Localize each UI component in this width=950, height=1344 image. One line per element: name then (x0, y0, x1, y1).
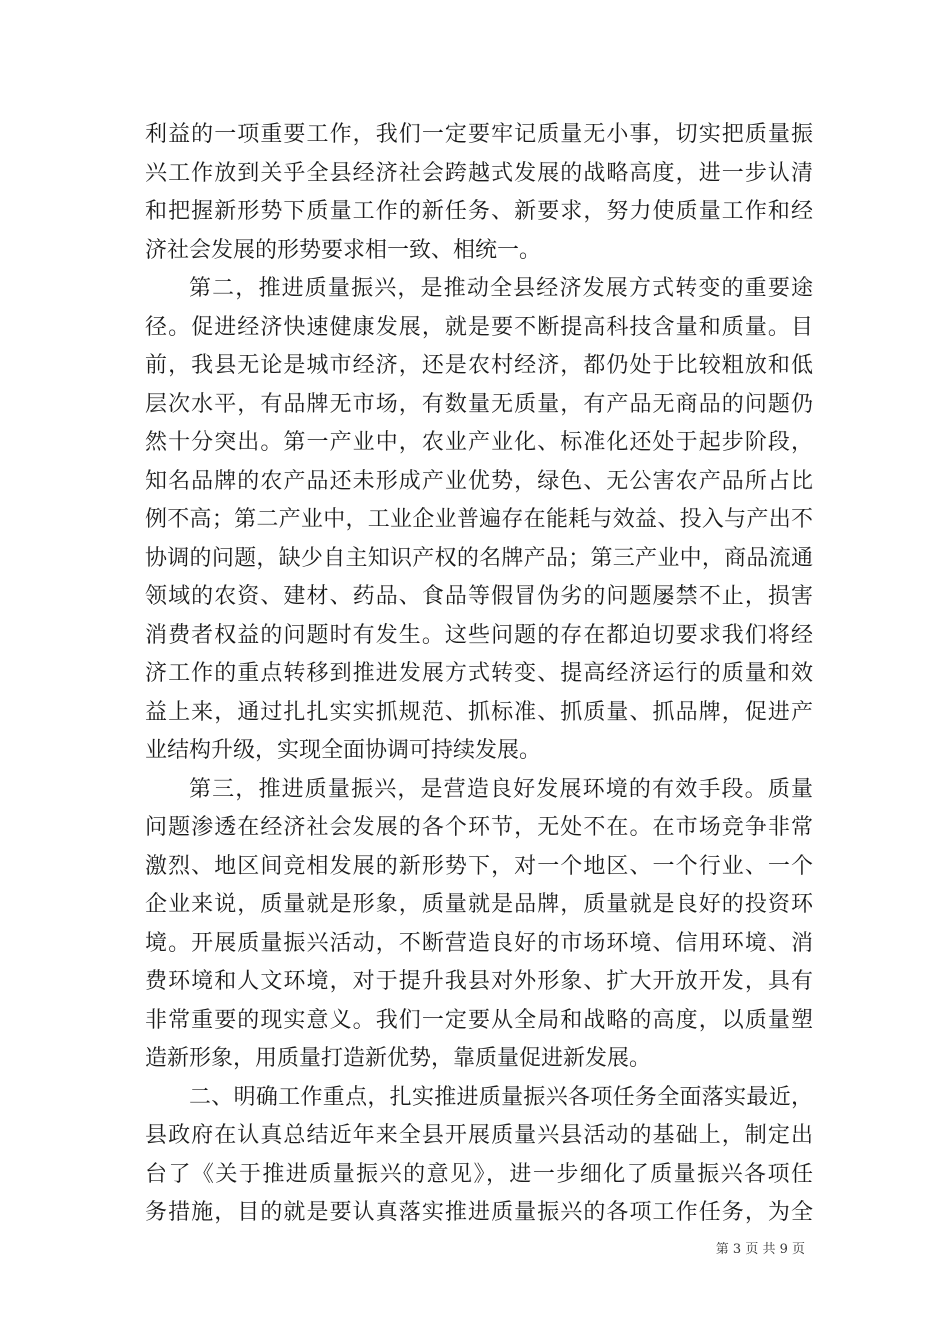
text-line: 企业来说，质量就是形象，质量就是品牌，质量就是良好的投资环 (145, 892, 813, 917)
text-line: 例不高；第二产业中，工业企业普遍存在能耗与效益、投入与产出不 (145, 507, 813, 532)
text-line: 激烈、地区间竞相发展的新形势下，对一个地区、一个行业、一个 (145, 853, 813, 879)
text-line: 务措施，目的就是要认真落实推进质量振兴的各项工作任务，为全 (145, 1200, 813, 1225)
text-line: 费环境和人文环境，对于提升我县对外形象、扩大开放开发，具有 (145, 969, 813, 994)
text-line: 非常重要的现实意义。我们一定要从全局和战略的高度，以质量塑 (145, 1007, 813, 1033)
text-line: 协调的问题，缺少自主知识产权的名牌产品；第三产业中，商品流通 (145, 545, 813, 571)
text-line: 益上来，通过扎扎实实抓规范、抓标准、抓质量、抓品牌，促进产 (145, 699, 813, 725)
text-line: 县政府在认真总结近年来全县开展质量兴县活动的基础上，制定出 (145, 1123, 813, 1148)
paragraph (145, 116, 813, 270)
text-line: 径。促进经济快速健康发展，就是要不断提高科技含量和质量。目 (145, 314, 813, 340)
text-line: 消费者权益的问题时有发生。这些问题的存在都迫切要求我们将经 (145, 622, 813, 648)
text-line: 济工作的重点转移到推进发展方式转变、提高经济运行的质量和效 (145, 661, 813, 686)
text-line: 境。开展质量振兴活动，不断营造良好的市场环境、信用环境、消 (145, 930, 813, 956)
text-line: 然十分突出。第一产业中，农业产业化、标准化还处于起步阶段， (145, 430, 813, 455)
text-line: 前，我县无论是城市经济，还是农村经济，都仍处于比较粗放和低 (145, 353, 813, 378)
text-line: 业结构升级，实现全面协调可持续发展。 (145, 738, 542, 763)
paragraph (145, 270, 813, 771)
paragraph (145, 771, 813, 1079)
text-line: 利益的一项重要工作，我们一定要牢记质量无小事，切实把质量振 (145, 122, 813, 147)
text-line: 二、明确工作重点，扎实推进质量振兴各项任务全面落实最近， (189, 1084, 813, 1110)
text-line: 和把握新形势下质量工作的新任务、新要求，努力使质量工作和经 (145, 199, 813, 224)
text-line: 问题渗透在经济社会发展的各个环节，无处不在。在市场竞争非常 (145, 815, 813, 840)
text-line: 第二，推进质量振兴，是推动全县经济发展方式转变的重要途 (189, 276, 813, 301)
text-line: 第三，推进质量振兴，是营造良好发展环境的有效手段。质量 (189, 776, 813, 802)
text-line: 济社会发展的形势要求相一致、相统一。 (145, 237, 542, 263)
text-line: 造新形象，用质量打造新优势，靠质量促进新发展。 (145, 1046, 652, 1071)
text-line: 层次水平，有品牌无市场，有数量无质量，有产品无商品的问题仍 (145, 391, 813, 417)
paragraph (145, 1079, 813, 1233)
text-line: 台了《关于推进质量振兴的意见》，进一步细化了质量振兴各项任 (145, 1161, 813, 1187)
document-body (145, 116, 813, 1233)
text-line: 兴工作放到关乎全县经济社会跨越式发展的战略高度，进一步认清 (145, 160, 813, 186)
text-line: 领域的农资、建材、药品、食品等假冒伪劣的问题屡禁不止，损害 (145, 584, 813, 609)
page-number: 第 3 页 共 9 页 (715, 1242, 805, 1257)
text-line: 知名品牌的农产品还未形成产业优势，绿色、无公害农产品所占比 (145, 468, 813, 494)
